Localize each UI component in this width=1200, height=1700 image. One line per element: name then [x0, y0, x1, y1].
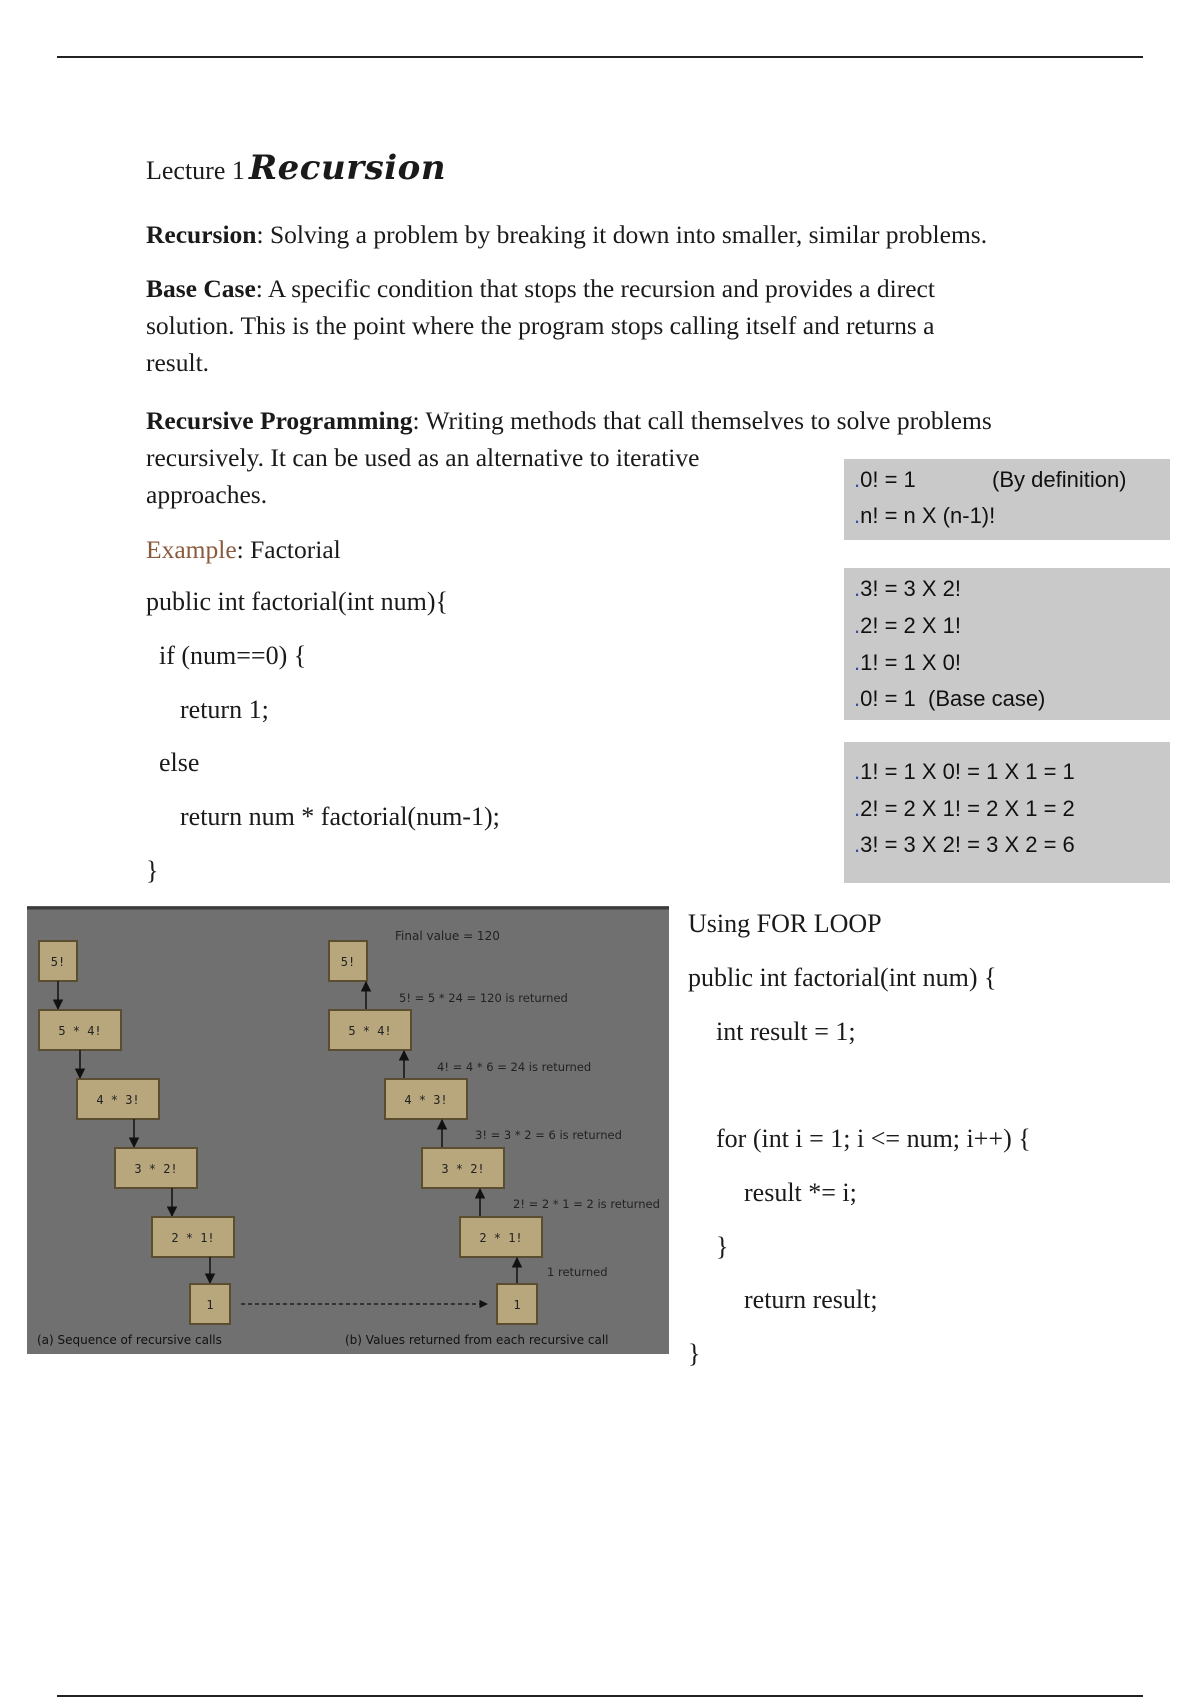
- base-case-line1: : A specific condition that stops the recursion and provides a direct: [255, 274, 935, 303]
- expansion-line-3: 1! = 1 X 0!: [860, 650, 962, 675]
- code-line-5: return num * factorial(num-1);: [180, 802, 500, 831]
- page-title: [146, 148, 446, 188]
- return-note-4: 2! = 2 * 1 = 2 is returned: [513, 1197, 660, 1211]
- code-line-2: if (num==0) {: [159, 641, 307, 670]
- loop-code-line-3: for (int i = 1; i <= num; i++) {: [716, 1124, 1031, 1153]
- evaluation-line-2: 2! = 2 X 1! = 2 X 1 = 2: [860, 796, 1075, 821]
- return-note-3: 3! = 3 * 2 = 6 is returned: [475, 1128, 622, 1142]
- return-box-label-3: 4 * 3!: [404, 1093, 448, 1107]
- loop-code-line-1: public int factorial(int num) {: [688, 963, 997, 992]
- base-case-line2: solution. This is the point where the program stops calling itself and returns a: [146, 311, 935, 340]
- call-label-1: 5!: [50, 955, 66, 969]
- example-label: Example: [146, 535, 237, 564]
- recursive-programming-line3: approaches.: [146, 480, 268, 509]
- loop-code-line-7: }: [688, 1339, 701, 1368]
- return-box-3: [385, 1079, 467, 1119]
- loop-code-line-2: int result = 1;: [716, 1017, 856, 1046]
- evaluation-line-3: 3! = 3 X 2! = 3 X 2 = 6: [860, 832, 1075, 857]
- title-script: Recursion: [248, 148, 447, 188]
- return-note-2: 4! = 4 * 6 = 24 is returned: [437, 1060, 592, 1074]
- code-line-4: else: [159, 748, 200, 777]
- top-rule: [57, 56, 1143, 58]
- return-box-6: [497, 1284, 537, 1324]
- para-recursion: [146, 216, 1146, 253]
- base-case-line3: result.: [146, 348, 210, 377]
- expansion-line-4: 0! = 1 (Base case): [860, 686, 1046, 711]
- definition-box: .0! = 1 (By definition) .n! = n X (n-1)!: [844, 459, 1170, 540]
- para-base-case: [146, 270, 1146, 381]
- call-label-6: 1: [206, 1298, 214, 1312]
- call-label-5: 2 * 1!: [171, 1231, 215, 1245]
- evaluation-line-1: 1! = 1 X 0! = 1 X 1 = 1: [860, 759, 1075, 784]
- call-box-5: [152, 1217, 234, 1257]
- definition-line-2: n! = n X (n-1)!: [860, 503, 996, 528]
- loop-code-line-6: return result;: [744, 1285, 878, 1314]
- return-box-label-1: 5!: [340, 955, 356, 969]
- term-recursive-programming: Recursive Programming: [146, 406, 413, 435]
- term-recursion: Recursion: [146, 220, 257, 249]
- return-box-label-5: 2 * 1!: [479, 1231, 523, 1245]
- definition-note: (By definition): [992, 467, 1127, 492]
- call-box-1: [39, 941, 77, 981]
- call-box-2: [39, 1010, 121, 1050]
- expansion-box: .3! = 3 X 2! .2! = 2 X 1! .1! = 1 X 0! .0! = 1 (Base case): [844, 568, 1170, 720]
- return-note-1: 5! = 5 * 24 = 120 is returned: [399, 991, 568, 1005]
- expansion-line-1: 3! = 3 X 2!: [860, 576, 962, 601]
- code-line-1: public int factorial(int num){: [146, 587, 449, 616]
- definition-line-1: 0! = 1: [860, 467, 916, 492]
- recursive-programming-line2: recursively. It can be used as an alternative to iterative: [146, 443, 700, 472]
- call-box-4: [115, 1148, 197, 1188]
- return-box-label-4: 3 * 2!: [441, 1162, 485, 1176]
- call-box-6: [190, 1284, 230, 1324]
- loop-code-line-4: result *= i;: [744, 1178, 857, 1207]
- code-line-6: }: [146, 856, 159, 885]
- recursion-diagram: [27, 906, 669, 1354]
- call-label-3: 4 * 3!: [96, 1093, 140, 1107]
- recursive-programming-line1: : Writing methods that call themselves to solve problems: [412, 406, 992, 435]
- caption-a: (a) Sequence of recursive calls: [37, 1333, 222, 1347]
- return-box-1: [329, 941, 367, 981]
- title-lead: Lecture 1: [146, 156, 245, 185]
- code-line-3: return 1;: [180, 695, 269, 724]
- evaluation-box: .1! = 1 X 0! = 1 X 1 = 1 .2! = 2 X 1! = 2 X 1 = 2 .3! = 3 X 2! = 3 X 2 = 6: [844, 742, 1170, 883]
- return-box-label-2: 5 * 4!: [348, 1024, 392, 1038]
- expansion-line-2: 2! = 2 X 1!: [860, 613, 962, 638]
- return-box-label-6: 1: [513, 1298, 521, 1312]
- return-box-5: [460, 1217, 542, 1257]
- call-label-2: 5 * 4!: [58, 1024, 102, 1038]
- return-box-4: [422, 1148, 504, 1188]
- loop-code-line-5: }: [716, 1232, 729, 1261]
- term-base-case: Base Case: [146, 274, 256, 303]
- loop-heading: Using FOR LOOP: [688, 909, 882, 938]
- caption-b: (b) Values returned from each recursive call: [345, 1333, 609, 1347]
- call-box-3: [77, 1079, 159, 1119]
- call-label-4: 3 * 2!: [134, 1162, 178, 1176]
- return-box-2: [329, 1010, 411, 1050]
- example-heading: [146, 531, 341, 568]
- para-recursion-text: : Solving a problem by breaking it down into smaller, similar problems.: [256, 220, 988, 249]
- bottom-rule: [57, 1695, 1143, 1697]
- example-rest: : Factorial: [236, 535, 341, 564]
- return-note-5: 1 returned: [547, 1265, 608, 1279]
- final-value-label: Final value = 120: [395, 929, 500, 943]
